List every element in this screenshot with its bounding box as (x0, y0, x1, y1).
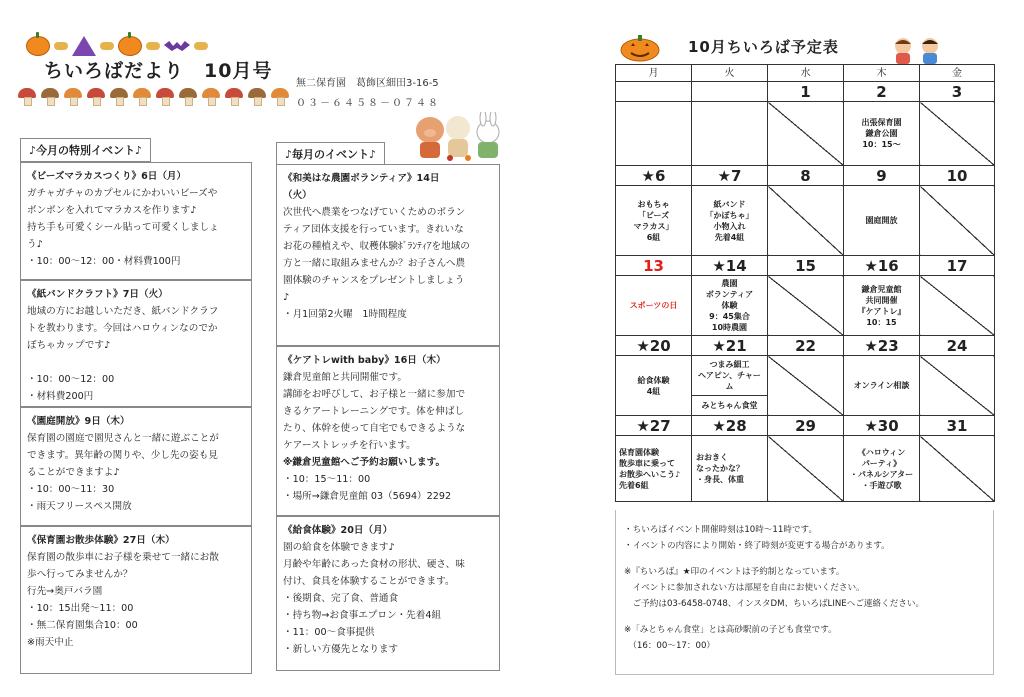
calendar-weekday-row (616, 65, 995, 82)
event-title-cont: （火） (283, 190, 312, 201)
date-row (616, 82, 995, 102)
nursery-phone: ０３－６４５８－０７４８ (296, 98, 440, 109)
event-cell: オンライン相談 (844, 356, 920, 416)
note-line: ・イベントの内容により開始・終了時刻が変更する場合があります。 (624, 541, 890, 551)
note-line: イベントに参加されない方は部屋を自由にお使いください。 (624, 583, 865, 593)
event-text: ティア団体支援を行っています。きれいな (283, 224, 464, 235)
event-text: う♪ (27, 239, 43, 250)
event-title: 《紙バンドクラフト》7日（火） (27, 289, 168, 300)
event-text: 付け、食具を体験することができます。 (283, 576, 455, 587)
event-title: 《ビーズマラカスつくり》6日（月） (27, 171, 187, 182)
calendar-notes (615, 510, 994, 675)
date-cell: 3 (920, 82, 995, 102)
date-cell: ★27 (616, 416, 692, 436)
event-text: ♪ (283, 292, 290, 303)
event-text: お花の種植えや、収穫体験ﾎﾞﾗﾝﾃｨｱを地域の (283, 241, 470, 252)
event-title: 《ケアトレwith baby》16日（木） (283, 355, 446, 366)
event-detail: ・10：15～11：00 (283, 474, 371, 485)
event-cell-top: つまみ細工 ヘアピン、チャー ム (692, 356, 767, 396)
date-cell: ★21 (692, 336, 768, 356)
event-text: トを教わります。今回はハロウィンなのでか (27, 323, 218, 334)
weekday-header: 月 (616, 65, 692, 82)
date-cell (692, 82, 768, 102)
event-cell: 《ハロウィン パーティ》 ・パネルシアター ・手遊び歌 (844, 436, 920, 502)
event-title: 《和美はな農園ボランティア》14日 (283, 173, 440, 184)
date-cell: ★28 (692, 416, 768, 436)
note-gap (624, 612, 985, 622)
date-row (616, 416, 995, 436)
witch-hat-icon (72, 36, 96, 56)
date-cell: 2 (844, 82, 920, 102)
event-text: 行先→奥戸バラ園 (27, 586, 103, 597)
date-row (616, 336, 995, 356)
event-text: たり、体幹を使って自宅でもできるような (283, 423, 466, 434)
event-text: ボンボンを入れてマラカスを作ります♪ (27, 205, 197, 216)
event-card-maracas (20, 162, 252, 280)
event-cell: 鎌倉児童館 共同開催 『ケアトレ』 10：15 (844, 276, 920, 336)
event-cell: 紙バンド 「かぼちゃ」 小物入れ 先着4組 (692, 186, 768, 256)
event-card-garden-open (20, 407, 252, 526)
event-text: 園体験のチャンスをプレゼントしましょう (283, 275, 465, 286)
date-cell: 24 (920, 336, 995, 356)
event-cell-holiday: スポーツの日 (616, 276, 692, 336)
date-cell: ★7 (692, 166, 768, 186)
children-illustration (888, 36, 948, 64)
date-cell: 15 (768, 256, 844, 276)
monthly-events-heading: ♪毎月のイベント♪ (276, 142, 385, 166)
date-row (616, 256, 995, 276)
event-detail: ・持ち物→お食事エプロン・先着4組 (283, 610, 442, 621)
candy-icon (100, 42, 114, 50)
event-detail: ・雨天フリースペス開放 (27, 501, 132, 512)
event-text: きるケアートレーニングです。体を伸ばし (283, 406, 465, 417)
event-cell-empty (768, 356, 844, 416)
event-cell: 出張保育園 鎌倉公園 10：15～ (844, 102, 920, 166)
event-detail: ・後期食、完了食、普通食 (283, 593, 399, 604)
event-card-paper-band-craft (20, 280, 252, 407)
date-cell: 8 (768, 166, 844, 186)
date-cell: 1 (768, 82, 844, 102)
note-line: ・ちいろばイベント開催時刻は10時～11時です。 (624, 525, 818, 535)
event-row (616, 356, 995, 416)
bat-icon (164, 41, 190, 51)
candy-icon (54, 42, 68, 50)
event-row (616, 276, 995, 336)
event-title: 《給食体験》20日（月） (283, 525, 393, 536)
event-text: ケアーストレッチを行います。 (283, 440, 416, 451)
weekday-header: 水 (768, 65, 844, 82)
event-cell-empty (768, 276, 844, 336)
event-cell-empty (920, 102, 995, 166)
event-reservation-note: ※鎌倉児童館へご予約お願いします。 (283, 457, 446, 468)
event-cell-empty (768, 186, 844, 256)
pumpkin-icon (118, 36, 142, 56)
date-cell: 29 (768, 416, 844, 436)
date-cell: ★23 (844, 336, 920, 356)
event-title: 《園庭開放》9日（木） (27, 416, 130, 427)
note-line: ご予約は03-6458-0748、インスタDM、ちいろばLINEへご連絡ください。 (624, 599, 925, 609)
mushroom-icon (64, 88, 82, 104)
event-spacer (27, 354, 245, 371)
pumpkin-lantern-icon (620, 34, 660, 62)
event-detail: ※雨天中止 (27, 637, 74, 648)
event-text: 歩へ行ってみませんか？ (27, 569, 133, 580)
event-cell: 給食体験 4組 (616, 356, 692, 416)
event-detail: ・場所→鎌倉児童館 03（5694）2292 (283, 491, 452, 502)
mushroom-icon (179, 88, 197, 104)
event-text: 園の給食を体験できます♪ (283, 542, 395, 553)
candy-icon (194, 42, 208, 50)
event-detail: ・11：00～食事提供 (283, 627, 375, 638)
mushroom-icon (156, 88, 174, 104)
event-card-care-training (276, 346, 500, 516)
event-text: 保育園の園庭で園児さんと一緒に遊ぶことが (27, 433, 219, 444)
event-card-farm-volunteer (276, 164, 500, 346)
date-cell: 22 (768, 336, 844, 356)
event-card-walk-experience (20, 526, 252, 674)
event-cell: おおきく なったかな？ ・身長、体重 (692, 436, 768, 502)
event-detail: ・材料費200円 (27, 391, 94, 402)
note-line: ※「みとちゃん食堂」とは高砂駅前の子ども食堂です。 (624, 625, 837, 635)
mushroom-icon (248, 88, 266, 104)
event-text: ることができますよ♪ (27, 467, 120, 478)
event-cell (616, 102, 692, 166)
mushroom-decoration-row (18, 88, 289, 104)
event-detail: ・10：15出発～11：00 (27, 603, 134, 614)
event-detail: ・10：00～12：00 (27, 374, 115, 385)
event-detail: ・10：00～11：30 (27, 484, 115, 495)
mushroom-icon (87, 88, 105, 104)
event-cell-split (692, 356, 768, 416)
special-events-heading: ♪今月の特別イベント♪ (20, 138, 151, 162)
halloween-decoration-row (26, 36, 208, 56)
event-detail: ・10：00～12：00・材料費100円 (27, 256, 181, 267)
date-cell: ★16 (844, 256, 920, 276)
event-text: ガチャガチャのカプセルにかわいいビーズや (27, 188, 218, 199)
candy-icon (146, 42, 160, 50)
event-text: 講師をお呼びして、お子様と一緒に参加で (283, 389, 466, 400)
note-line: ※『ちいろば』★印のイベントは予約制となっています。 (624, 567, 845, 577)
mushroom-icon (110, 88, 128, 104)
date-cell-holiday: 13 (616, 256, 692, 276)
event-row (616, 102, 995, 166)
event-cell-empty (768, 436, 844, 502)
event-text: 鎌倉児童館と共同開催です。 (283, 372, 407, 383)
pumpkin-icon (26, 36, 50, 56)
date-cell: 17 (920, 256, 995, 276)
event-cell-bottom: みとちゃん食堂 (701, 401, 758, 410)
mushroom-icon (41, 88, 59, 104)
mushroom-icon (271, 88, 289, 104)
event-detail: ・新しい方優先となります (283, 644, 399, 655)
event-cell-empty (920, 276, 995, 336)
date-cell: ★14 (692, 256, 768, 276)
date-cell: ★6 (616, 166, 692, 186)
note-line: （16：00～17：00） (624, 641, 716, 651)
event-text: できます。異年齢の関りや、少し先の姿も見 (27, 450, 218, 461)
event-cell-empty (920, 436, 995, 502)
event-text: ぼちゃカップです♪ (27, 340, 111, 351)
event-row (616, 436, 995, 502)
date-cell: 9 (844, 166, 920, 186)
date-cell: 10 (920, 166, 995, 186)
weekday-header: 金 (920, 65, 995, 82)
event-text: 次世代へ農業をつなげていくためのボラン (283, 207, 466, 218)
date-row (616, 166, 995, 186)
event-row (616, 186, 995, 256)
event-cell: おもちゃ 「ビーズ マラカス」 6組 (616, 186, 692, 256)
event-text: 地域の方にお越しいただき、紙バンドクラフ (27, 306, 219, 317)
newsletter-title: ちいろばだより 10月号 (44, 60, 273, 82)
date-cell: ★30 (844, 416, 920, 436)
mushroom-icon (133, 88, 151, 104)
date-cell: 31 (920, 416, 995, 436)
event-cell: 農園 ボランティア 体験 9：45集合 10時農園 (692, 276, 768, 336)
event-cell (692, 102, 768, 166)
weekday-header: 火 (692, 65, 768, 82)
calendar-table (615, 64, 995, 502)
mushroom-icon (18, 88, 36, 104)
weekday-header: 木 (844, 65, 920, 82)
event-detail: ・月1回第2火曜 1時間程度 (283, 309, 407, 320)
event-text: 月齢や年齢にあった食材の形状、硬さ、味 (283, 559, 465, 570)
event-cell-empty (920, 186, 995, 256)
event-cell: 保育園体験 散歩車に乗って お散歩へいこう♪ 先着6組 (616, 436, 692, 502)
mushroom-icon (202, 88, 220, 104)
event-cell-empty (768, 102, 844, 166)
date-cell (616, 82, 692, 102)
event-text: 方と一緒に取組みませんか？お子さんへ農 (283, 258, 466, 269)
event-card-meal-experience (276, 516, 500, 671)
event-text: 保育園の散歩車にお子様を乗せて一緒にお散 (27, 552, 219, 563)
note-gap (624, 554, 985, 564)
animals-illustration (410, 112, 506, 162)
event-cell: 園庭開放 (844, 186, 920, 256)
event-title: 《保育園お散歩体験》27日（木） (27, 535, 175, 546)
date-cell: ★20 (616, 336, 692, 356)
event-detail: ・無二保育園集合10：00 (27, 620, 138, 631)
mushroom-icon (225, 88, 243, 104)
event-text: 持ち手も可愛くシール貼って可愛くしましょ (27, 222, 219, 233)
event-cell-empty (920, 356, 995, 416)
calendar-title: 10月ちいろば予定表 (688, 38, 839, 56)
nursery-address: 無二保育園 葛飾区細田3-16-5 (296, 78, 439, 89)
